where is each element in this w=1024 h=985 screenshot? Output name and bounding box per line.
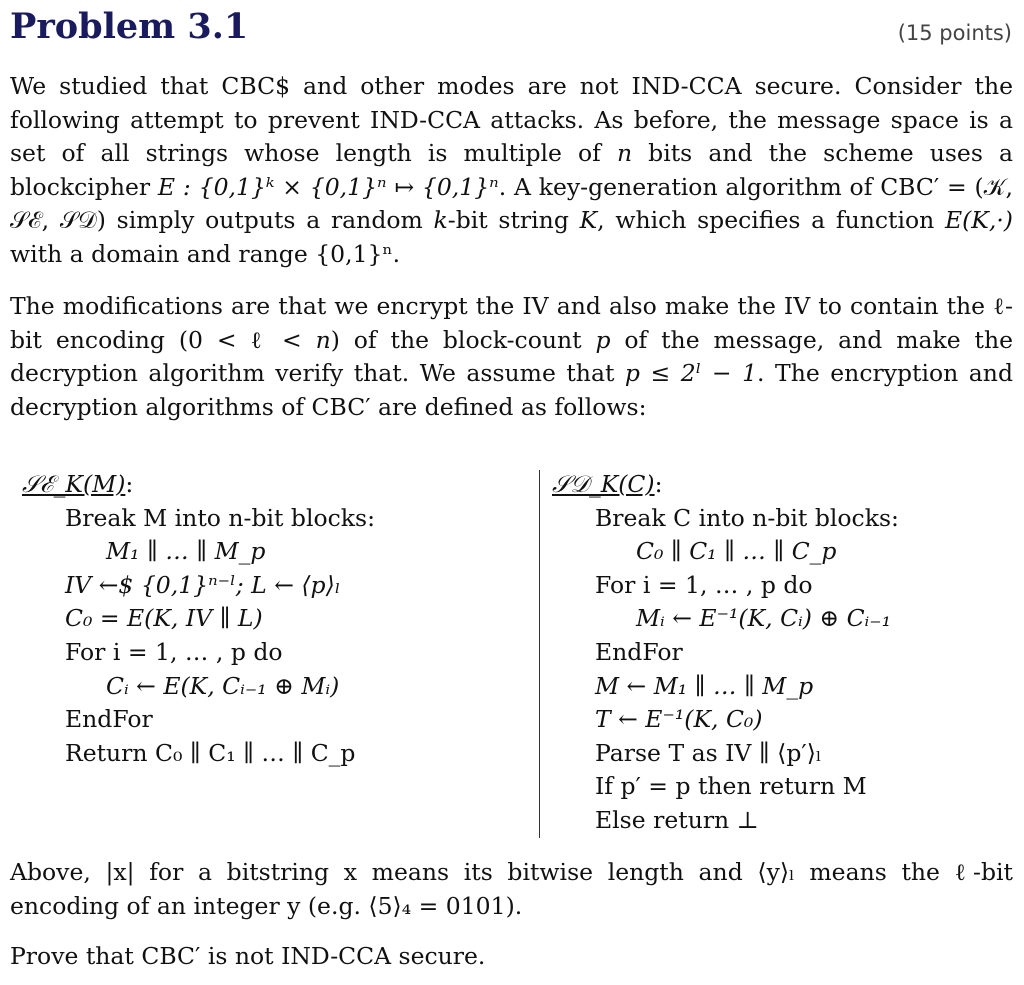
enc-line: EndFor — [65, 705, 153, 734]
dec-line: M ← M₁ ∥ … ∥ M_p — [595, 671, 814, 700]
dec-line: Mᵢ ← E⁻¹(K, Cᵢ) ⊕ Cᵢ₋₁ — [636, 604, 892, 633]
enc-line: Cᵢ ← E(K, Cᵢ₋₁ ⊕ Mᵢ) — [106, 671, 340, 700]
enc-line: For i = 1, … , p do — [65, 637, 283, 666]
dec-line: If p′ = p then return M — [595, 772, 867, 801]
task-paragraph: Prove that CBC′ is not IND-CCA secure. — [10, 942, 486, 970]
notation-paragraph: Above, |x| for a bitstring x means its bitwise length and ⟨y⟩ₗ means the ℓ-bit encoding of an integer y (e.g. ⟨5⟩₄ = 0101). — [10, 858, 1013, 920]
dec-line: T ← E⁻¹(K, C₀) — [595, 705, 763, 734]
enc-line: IV ←$ {0,1}ⁿ⁻ˡ; L ← ⟨p⟩ₗ — [65, 570, 341, 599]
encryption-heading: 𝒮ℰ_K(M): — [22, 470, 134, 498]
points-badge: (15 points) — [897, 21, 1012, 45]
enc-line: M₁ ∥ … ∥ M_p — [106, 537, 266, 566]
modification-paragraph: The modifications are that we encrypt the IV and also make the IV to contain the ℓ-bit encoding (0 < ℓ < n) of the block-count p of the message, and make the decryption algorithm verify that. We assume that p ≤ 2ˡ − 1. The encryption and decryption algorithms of CBC′ are defined as follows: — [10, 292, 1014, 421]
enc-line: Return C₀ ∥ C₁ ∥ … ∥ C_p — [65, 738, 356, 767]
dec-line: Parse T as IV ∥ ⟨p′⟩ₗ — [595, 738, 822, 767]
enc-line: Break M into n-bit blocks: — [65, 503, 376, 532]
decryption-heading: 𝒮𝒟_K(C): — [552, 470, 663, 498]
page-title: Problem 3.1 — [10, 6, 249, 47]
enc-line: C₀ = E(K, IV ∥ L) — [65, 604, 263, 633]
dec-line: Break C into n-bit blocks: — [595, 503, 899, 532]
decryption-algorithm — [552, 468, 899, 838]
encryption-algorithm — [22, 468, 375, 770]
column-divider — [539, 470, 540, 838]
dec-line: C₀ ∥ C₁ ∥ … ∥ C_p — [636, 537, 837, 566]
dec-line: Else return ⊥ — [595, 805, 759, 834]
intro-paragraph: We studied that CBC$ and other modes are not IND-CCA secure. Consider the following attempt to prevent IND-CCA attacks. As before, the message space is a set of all strings whose length is multiple of n bits and the scheme uses a blockcipher E : {0,1}ᵏ × {0,1}ⁿ ↦ {0,1}ⁿ. A key-generation algorithm of CBC′ = (𝒦, 𝒮ℰ, 𝒮𝒟) simply outputs a random k-bit string K, which specifies a function E(K,·) with a domain and range {0,1}ⁿ. — [10, 72, 1013, 268]
dec-line: For i = 1, … , p do — [595, 570, 813, 599]
dec-line: EndFor — [595, 637, 683, 666]
